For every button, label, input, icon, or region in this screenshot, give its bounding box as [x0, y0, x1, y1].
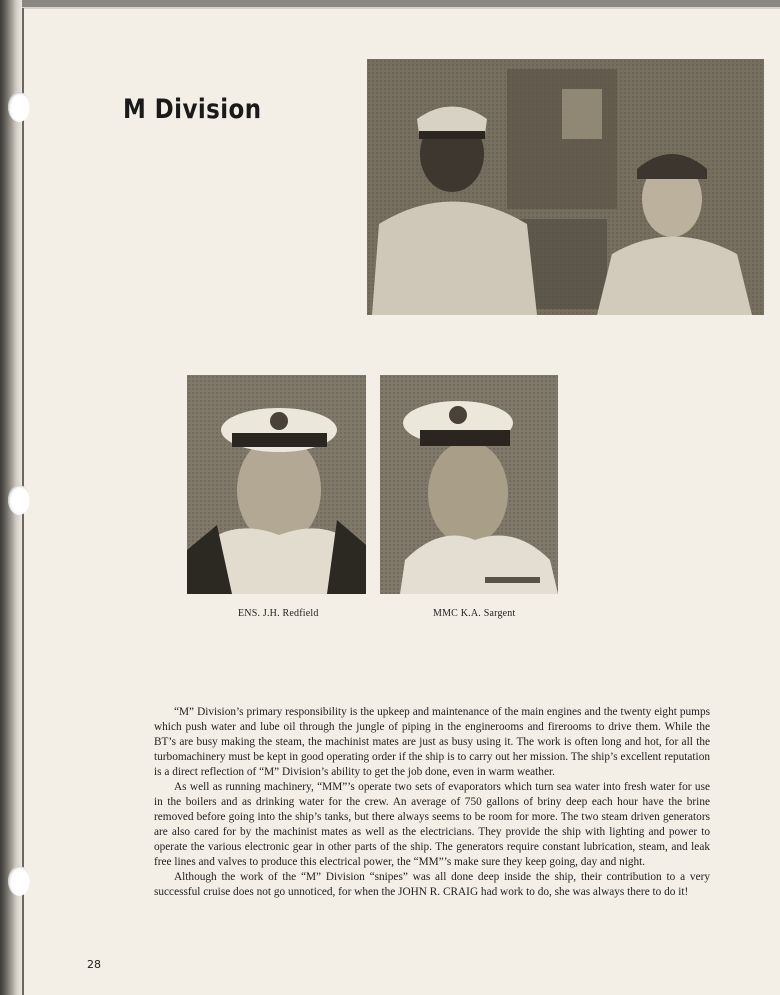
caption-sargent: MMC K.A. Sargent: [433, 608, 516, 619]
top-border: [0, 0, 780, 7]
body-paragraph-3: Although the work of the “M” Division “snipes” was all done deep inside the ship, their contribution to a very successful cruise does not go unnoticed, for when the JOHN R. CRAIG had work to do, she was always there to do it!: [154, 871, 710, 898]
portrait-sargent: [380, 375, 558, 594]
caption-redfield: ENS. J.H. Redfield: [238, 608, 319, 619]
page-title: M Division: [123, 94, 262, 125]
binder-hole-top: [8, 92, 30, 122]
body-text: [154, 705, 710, 900]
portrait-redfield-art: [187, 375, 366, 594]
group-photo-art: [367, 59, 764, 315]
page-number: 28: [87, 958, 101, 971]
group-photo: [367, 59, 764, 315]
body-paragraph-1: “M” Division’s primary responsibility is the upkeep and maintenance of the main engines and the twenty eight pumps which push water and lube oil through the jungle of piping in the enginerooms and firerooms to drive them. While the BT’s are busy making the steam, the machinist mates are just as busy using it. The work is often long and hot, for all the turbomachinery must be kept in good operating order if the ship is to carry out her mission. The ship’s excellent reputation is a direct reflection of “M” Division’s ability to get the job done, even in warm weather.: [154, 706, 710, 778]
portrait-sargent-art: [380, 375, 558, 594]
body-paragraph-2: As well as running machinery, “MM”’s operate two sets of evaporators which turn sea water into fresh water for use in the boilers and as drinking water for the crew. An average of 750 gallons of briny deep each hour have the brine removed before going into the ship’s tanks, but there always seems to be room for more. The two steam driven generators are also cared for by the machinist mates as well as the electricians. They provide the ship with lighting and power to operate the various electronic gear in other parts of the ship. The generators require constant lubrication, steam, and leak free lines and valves to produce this electrical power, the “MM”’s make sure they keep going, day and night.: [154, 781, 710, 868]
portrait-redfield: [187, 375, 366, 594]
binder-hole-bottom: [8, 866, 30, 896]
binder-hole-middle: [8, 485, 30, 515]
